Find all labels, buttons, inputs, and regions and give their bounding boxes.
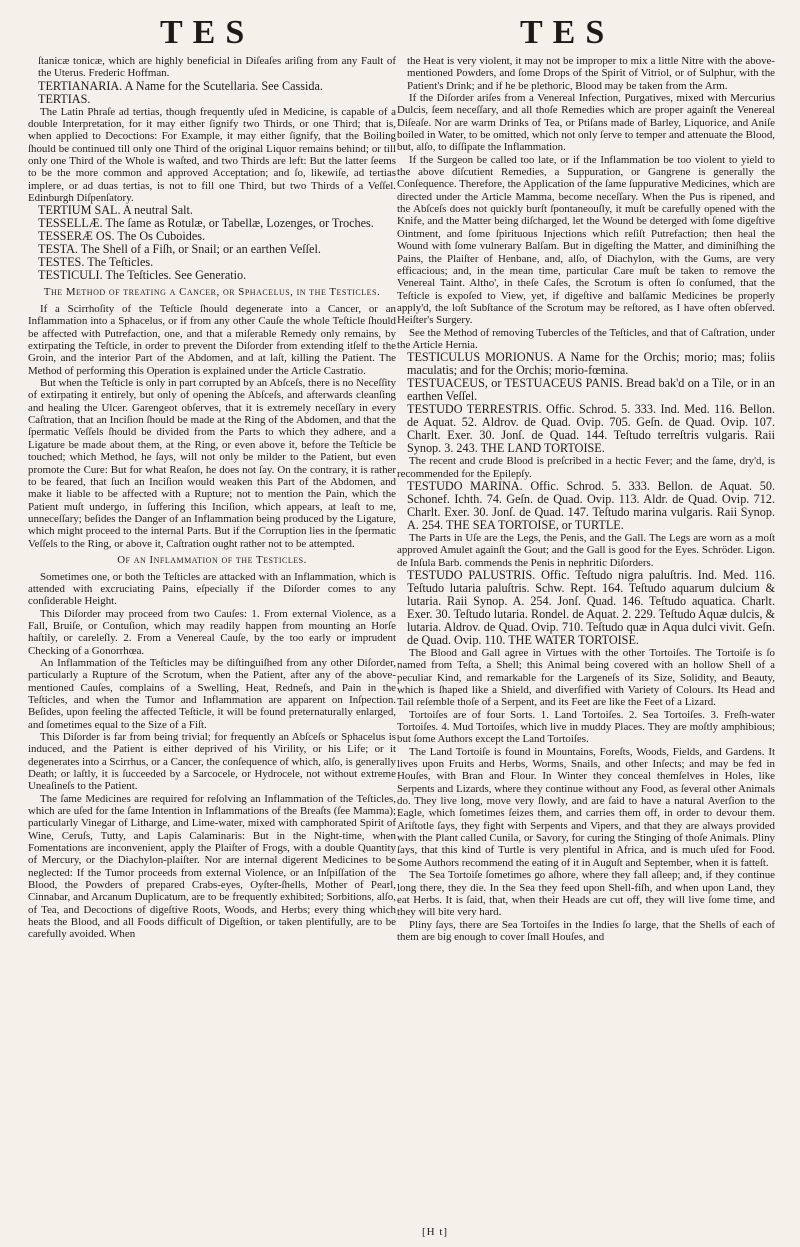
paragraph: An Inflammation of the Teſticles may be diſtinguiſhed from any other Diſorder, particularly a Rupture of the Scrotum, when the Patient, after any of the above-mentioned Cauſes, complains of a Swelling, Heat, Redneſs, and Pain in the Teſticles, and when the Tumor and Inflammation are apparent on Inſpection. Beſides, upon feeling the affected Teſticle, it will be found preternaturally enlarged, and ſometimes equal to the Size of a Fiſt. xyxy=(28,656,396,731)
paragraph: The Parts in Uſe are the Legs, the Penis, and the Gall. The Legs are worn as a moſt approved Amulet againſt the Gout; and the Gall is good for the Eyes. Schröder. Ligon. de Inſula Barb. commends the Penis in nephritic Diſorders. xyxy=(397,531,775,569)
paragraph: The ſame Medicines are required for reſolving an Inflammation of the Teſticles, which are uſed for the ſame Intention in Inflammations of the Breaſts (ſee Mamma); particularly Vinegar of Litharge, and Lime-water, mixed with camphorated Spirit of Wine, Ceruſs, Tutty, and Lapis Calaminaris: But in the Night-time, when Fomentations are inconvenient, apply the Plaiſter of Frogs, with a double Quantity of Mercury, or the Diachylon-plaiſter. Nor are internal digerent Medicines to be neglected: If the Tumor proceeds from external Violence, or an Inſpiſſation of the Blood, the Powders of prepared Crabs-eyes, Oyſter-ſhells, Mother of Pearl, Cinnabar, and Arcanum Duplicatum, are to be frequently exhibited; Sorbitions, alſo, of Tea, and Decoctions of digeſtive Roots, Woods, and Herbs; every thing which heats the Blood, and all Foods difficult of Digeſtion, or taken plentifully, are to be carefully avoided. When xyxy=(28,792,396,941)
signature-mark: [H t] xyxy=(422,1226,449,1238)
dictionary-entry: TERTIAS. xyxy=(38,91,91,106)
dictionary-entry: TESTA. The Shell of a Fiſh, or Snail; or an earthen Veſſel. xyxy=(38,242,321,257)
dictionary-entry: TESTUACEUS, or TESTUACEUS PANIS. Bread bak'd on a Tile, or in an earthen Veſſel. xyxy=(407,376,775,404)
dictionary-entry: TESTUDO MARINA. Offic. Schrod. 5. 333. Bellon. de Aquat. 50. Schonef. Ichth. 74. Geſn. de Quad. Ovip. 113. Aldr. de Quad. Ovip. 712. Charlt. Exer. 30. Jonſ. de Quad. 147. Teſtudo marina vulgaris. Raii Synop. A. 254. THE SEA TORTOISE, or TURTLE. xyxy=(407,478,775,532)
dictionary-entry: TESTUDO TERRESTRIS. Offic. Schrod. 5. 333. Ind. Med. 116. Bellon. de Aquat. 52. Aldrov. de Quad. Ovip. 705. Geſn. de Quad. Ovip. 107. Charlt. Exer. 30. Jonſ. de Quad. 144. Teſtudo terreſtris vulgaris. Raii Synop. 3. 243. THE LAND TORTOISE. xyxy=(407,402,775,456)
paragraph: The Latin Phraſe ad tertias, though frequently uſed in Medicine, is capable of a double Interpretation, for it may either ſignify two Thirds, or one Third; that is, when applied to Decoctions: For Example, it may either ſignify, that the Boiling ſhould be continued till only one Third of the original Liquor remains behind; or till only one Third of the Whole is waſted, and two Thirds are left: But the latter ſeems to be the more common and approved Acceptation; and ſo, likewiſe, ad tertias implere, or ad duas tertias, is not to fill one Third, but two Thirds of a Veſſel. Edinburgh Diſpenſatory. xyxy=(28,105,396,205)
dictionary-entry: the Heat is very violent, it may not be improper to mix a little Nitre with the above-mentioned Powders, and ſome Drops of the Spirit of Vitriol, or of Sulphur, with the Patient's Drink; and if he be plethoric, Blood may be taken from the Arm. xyxy=(407,55,775,92)
paragraph: Sometimes one, or both the Teſticles are attacked with an Inflammation, which is attended with excruciating Pains, eſpecially if the Diſorder comes to any conſiderable Height. xyxy=(28,570,396,608)
dictionary-entry: TESSELLÆ. The ſame as Rotulæ, or Tabellæ, Lozenges, or Troches. xyxy=(38,216,374,231)
right-column xyxy=(397,55,775,1220)
paragraph: The recent and crude Blood is preſcribed in a hectic Fever; and the ſame, dry'd, is recommended for the Epilepſy. xyxy=(397,455,775,480)
running-head-left: TES xyxy=(160,14,255,51)
paragraph: The Blood and Gall agree in Virtues with the other Tortoiſes. The Tortoiſe is ſo named from Teſta, a Shell; this Animal being covered with an hollow Shell of a peculiar Kind, and remarkable for the Largeneſs of its Size, Solidity, and Beauty, which is ſhaped like a Shield, and diverſified with Variety of Colours. Its Head and Tail reſemble thoſe of a Serpent, and its Feet are like the Feet of a Lizard. xyxy=(397,646,775,709)
paragraph: Tortoiſes are of four Sorts. 1. Land Tortoiſes. 2. Sea Tortoiſes. 3. Freſh-water Tortoiſes. 4. Mud Tortoiſes, which live in muddy Places. They are moſtly amphibious; but ſome Authors except the Land Tortoiſes. xyxy=(397,708,775,746)
paragraph: This Diſorder is far from being trivial; for frequently an Abſceſs or Sphacelus is induced, and the Patient is either deprived of his Virility, or his Life; or it degenerates into a Scirrhus, or a Cancer, the conſequence of which, alſo, is generally Death; or laſtly, it is ſucceeded by a Sarcocele, or Hydrocele, not without extreme Uneaſineſs to the Patient. xyxy=(28,730,396,793)
paragraph: If the Diſorder ariſes from a Venereal Infection, Purgatives, mixed with Mercurius Dulcis, ſeem neceſſary, and all thoſe Remedies which are proper againſt the Venereal Diſeaſe. Nor are warm Drinks of Tea, or Ptiſans made of Barley, Liquorice, and Aniſe boiled in Water, to be omitted, which not only ſerve to temper and attenuate the Blood, but, alſo, to diſſipate the Inflammation. xyxy=(397,92,775,154)
paragraph: This Diſorder may proceed from two Cauſes: 1. From external Violence, as a Fall, Bruiſe, or Contuſion, which may readily happen from mounting an Horſe haſtily, or careleſly. 2. From a Venereal Cauſe, by the too early or imprudent Checking of a Gonorrhœa. xyxy=(28,607,396,657)
dictionary-entry: TESTES. The Teſticles. xyxy=(38,255,154,270)
left-column xyxy=(28,55,396,1220)
paragraph: But when the Teſticle is only in part corrupted by an Abſceſs, there is no Neceſſity of extirpating it entirely, but only of opening the Abſceſs, and afterwards cleanſing and healing the Ulcer. Garengeot obſerves, that it is extremely neceſſary in every Caſtration, that an Inciſion ſhould be made at the Ring of the Abdomen, and that the ſpermatic Veſſels ſhould be divided from the Parts to which they adhere, and a Ligature be made about them, at the Ring, or even above it, before the Teſticle be touched; which Method, he ſays, will not only be milder to the Patient, but even promote the Cure: But for what Reaſon, he does not ſay. On the contrary, it is rather to be feared, that ſuch an Inciſion would weaken this Part of the Abdomen, and make it liable to be affected with a Rupture; not to mention the Pain, which the Patient muſt undergo, in ſuffering this Inciſion, which appears, at leaſt to me, unneceſſary; beſides the Danger of an Inflammation being produced by the Ligature, which might proceed to the internal Parts. But if the Corruption lies in the ſpermatic Veſſels to the Ring, or above it, Caſtration ought rather not to be attempted. xyxy=(28,377,396,550)
paragraph: The Land Tortoiſe is found in Mountains, Foreſts, Woods, Fields, and Gardens. It lives upon Fruits and Herbs, Worms, Snails, and other Inſects; and may be fed in Houſes, with Bran and Flour. In Winter they conceal themſelves in Holes, like Serpents and Lizards, where they continue without any Food, as ſeveral other Animals do. They live long, move very ſlowly, and are ſaid to have a natural Averſion to the Eagle, which ſometimes ſeizes them, and carries them off, in order to devour them. Ariſtotle ſays, they fight with Serpents and Vipers, and that they are always provided with the Plant called Cunila, or Savory, for curing the Stinging of thoſe Animals. Pliny ſays, that this kind of Turtle is very plentiful in Africa, and is much uſed for Food. Some Authors recommend the eating of it in Auguſt and September, when it is fatteſt. xyxy=(397,745,775,869)
paragraph: The Sea Tortoiſe ſometimes go aſhore, where they fall aſleep; and, if they continue long there, they die. In the Sea they feed upon Shell-fiſh, and when upon Land, they eat Herbs. It is ſaid, that, when their Heads are cut off, they will live ſome time, and they will bite very hard. xyxy=(397,869,775,919)
section-heading: The Method of treating a Cancer, or Sphacelus, in the Testicles. xyxy=(43,286,381,299)
paragraph: If a Scirrhoſity of the Teſticle ſhould degenerate into a Cancer, or an Inflammation into a Sphacelus, or if from any other Cauſe the whole Teſticle ſhould be affected with Putrefaction, one, and that a miſerable Remedy only remains, by extirpating the Teſticle, in order to prevent the Diſorder from extending itſelf to the Groin, and the interior Part of the Abdomen, and at laſt, killing the Patient. The Method of performing this Operation is explained under the Article Castratio. xyxy=(28,303,396,377)
running-head-right: TES xyxy=(520,14,615,51)
paragraph: Pliny ſays, there are Sea Tortoiſes in the Indies ſo large, that the Shells of each of them are big enough to cover ſmall Houſes, and xyxy=(397,918,775,943)
section-heading: Of an Inflammation of the Testicles. xyxy=(117,553,307,566)
dictionary-entry: TESTICULI. The Teſticles. See Generatio. xyxy=(38,268,247,283)
paragraph: See the Method of removing Tubercles of the Teſticles, and that of Caſtration, under the Article Hernia. xyxy=(397,326,775,351)
dictionary-entry: ſtanicæ tonicæ, which are highly beneficial in Diſeaſes ariſing from any Fault of the Uterus. Frederic Hoffman. xyxy=(38,55,396,80)
dictionary-entry: TESTICULUS MORIONUS. A Name for the Orchis; morio; mas; foliis maculatis; and for the Orchis; morio-fœmina. xyxy=(407,350,775,378)
dictionary-entry: TERTIUM SAL. A neutral Salt. xyxy=(38,203,193,218)
paragraph: If the Surgeon be called too late, or if the Inflammation be too violent to yield to the above diſcutient Remedies, a Suppuration, or Gangrene is generally the Conſequence. Therefore, the Application of the ſame ſuppurative Medicines, which are directed under the Article Mamma, become neceſſary. When the Pus is ripened, and the Abſceſs does not quickly burſt ſpontaneouſly, it muſt be carefully opened with the Knife, and the Matter being diſcharged, let the Wound be deterged with ſome digeſtive Ointment, and ſome ſpirituous Injections which reſiſt Putrefaction; then heal the Wound with ſome vulnerary Balſam. But in digeſting the Matter, and diminiſhing the Pains, the Plaiſter of Henbane, and, alſo, of Diachylon, with the Gums, are very efficacious; and, in the mean time, particular Care muſt be taken to remove the Venereal Taint. Altho', in theſe Caſes, the Scrotum is often ſo conſumed, that the Teſticle is expoſed to View, yet, if digeſtive and balſamic Medicines be properly apply'd, the loſt Subſtance of the Scrotum may be reſtored, as I have often obſerved. Heiſter's Surgery. xyxy=(397,153,775,327)
dictionary-entry: TERTIANARIA. A Name for the Scutellaria. See Cassida. xyxy=(38,78,323,93)
dictionary-entry: TESTUDO PALUSTRIS. Offic. Teſtudo nigra paluſtris. Ind. Med. 116. Teſtudo lutaria paluſtris. Schw. Rept. 164. Teſtudo aquarum dulcium & lutaria. Raii Synop. A. 254. Jonſ. Quad. 146. Teſtudo aquatica. Charlt. Exer. 30. Teſtudo lutaria. Rondel. de Aquat. 2. 229. Teſtudo Aquæ dulcis, & lutaria. Aldrov. de Quad. Ovip. 710. Teſtudo quæ in Aqua dulci vivit. Geſn. de Quad. Ovip. 110. THE WATER TORTOISE. xyxy=(407,567,775,647)
dictionary-entry: TESSERÆ OS. The Os Cuboides. xyxy=(38,229,206,244)
